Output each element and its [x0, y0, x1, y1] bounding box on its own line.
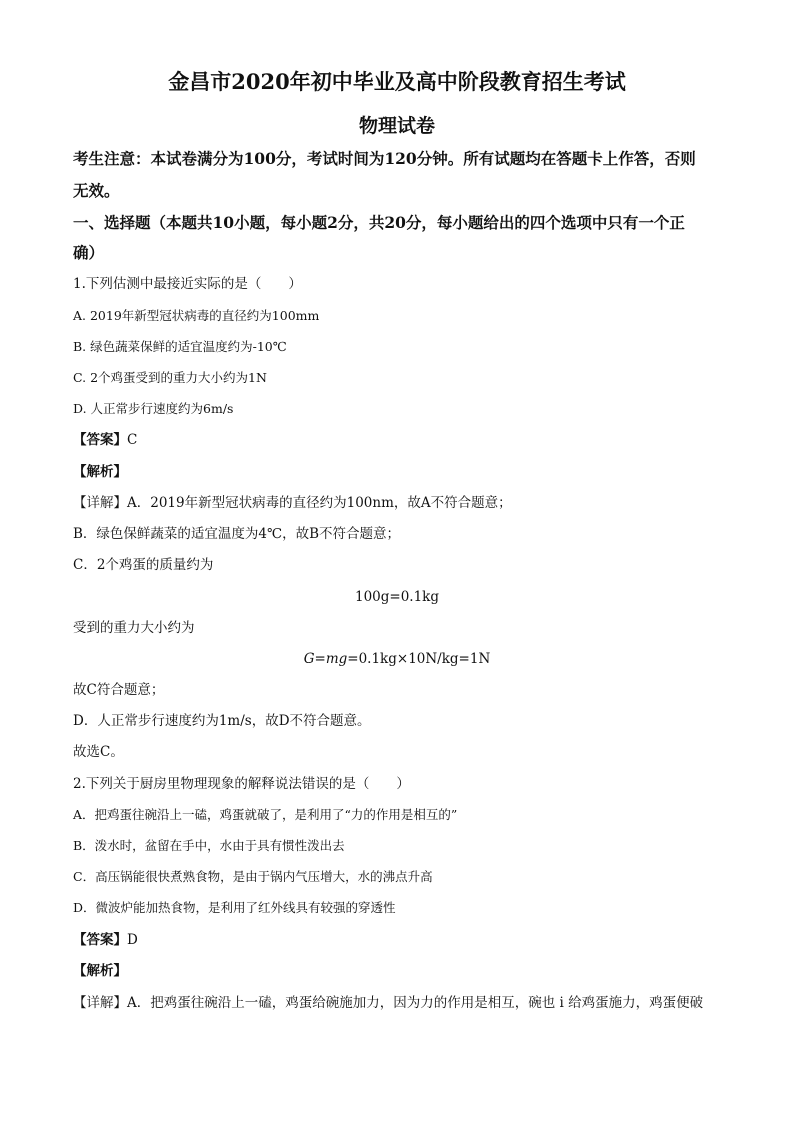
q1-analysis-tag: 【解析】: [73, 464, 127, 480]
formula-equals: =: [314, 651, 326, 667]
formula-rest: =0.1kg×10N/kg=1N: [347, 651, 491, 667]
q1-option-b: B. 绿色蔬菜保鲜的适宜温度约为-10℃: [73, 339, 287, 354]
section-heading-line-2: 确）: [73, 243, 105, 262]
q1-conclusion: 故选C。: [73, 744, 124, 760]
q2-analysis-tag: 【解析】: [73, 963, 127, 979]
answer-tag: 【答案】: [73, 932, 127, 948]
q1-answer: [73, 431, 137, 449]
q1-explanation-4: 受到的重力大小约为: [73, 620, 195, 636]
q1-explanation-5: 故C符合题意；: [73, 682, 165, 698]
q2-stem: 2.下列关于厨房里物理现象的解释说法错误的是（ ）: [73, 776, 410, 792]
exam-title: 金昌市2020年初中毕业及高中阶段教育招生考试: [168, 69, 626, 94]
formula-symbol-mg: mg: [325, 651, 348, 667]
q2-answer: [73, 931, 138, 949]
q2-option-a: A．把鸡蛋往碗沿上一磕，鸡蛋就破了，是利用了“力的作用是相互的”: [73, 807, 458, 822]
section-heading-line-1: 一、选择题（本题共10小题，每小题2分，共20分，每小题给出的四个选项中只有一个正: [73, 213, 685, 232]
q1-explanation-6: D．人正常步行速度约为1m/s，故D不符合题意。: [73, 713, 371, 729]
answer-value: D: [127, 932, 138, 948]
answer-value: C: [127, 432, 138, 448]
q2-explanation-1: 【详解】A．把鸡蛋往碗沿上一磕，鸡蛋给碗施加力，因为力的作用是相互，碗也 i 给鸡蛋施力，鸡蛋便破: [73, 995, 704, 1011]
q1-explanation-3: C．2个鸡蛋的质量约为: [73, 557, 214, 573]
q2-option-d: D．微波炉能加热食物，是利用了红外线具有较强的穿透性: [73, 900, 396, 915]
exam-subtitle: 物理试卷: [358, 115, 435, 137]
q1-option-a: A. 2019年新型冠状病毒的直径约为100mm: [73, 308, 320, 323]
notice-line-1: 考生注意：本试卷满分为100分，考试时间为120分钟。所有试题均在答题卡上作答，否则: [73, 149, 696, 168]
q2-option-c: C．高压锅能很快煮熟食物，是由于锅内气压增大，水的沸点升高: [73, 869, 433, 884]
q1-option-c: C. 2个鸡蛋受到的重力大小约为1N: [73, 370, 267, 385]
answer-tag: 【答案】: [73, 432, 127, 448]
q2-option-b: B．泼水时，盆留在手中，水由于具有惯性泼出去: [73, 838, 345, 853]
formula-symbol-g: G: [303, 651, 315, 667]
q1-stem: 1.下列估测中最接近实际的是（ ）: [73, 276, 302, 292]
q1-formula-mass: 100g=0.1kg: [354, 589, 439, 605]
q1-explanation-2: B．绿色保鲜蔬菜的适宜温度为4℃，故B不符合题意；: [73, 526, 401, 542]
q1-option-d: D. 人正常步行速度约为6m/s: [73, 401, 234, 416]
q1-explanation-1: 【详解】A．2019年新型冠状病毒的直径约为100nm，故A不符合题意；: [73, 495, 512, 511]
notice-line-2: 无效。: [73, 181, 120, 200]
q1-formula-gravity: [0, 650, 794, 668]
